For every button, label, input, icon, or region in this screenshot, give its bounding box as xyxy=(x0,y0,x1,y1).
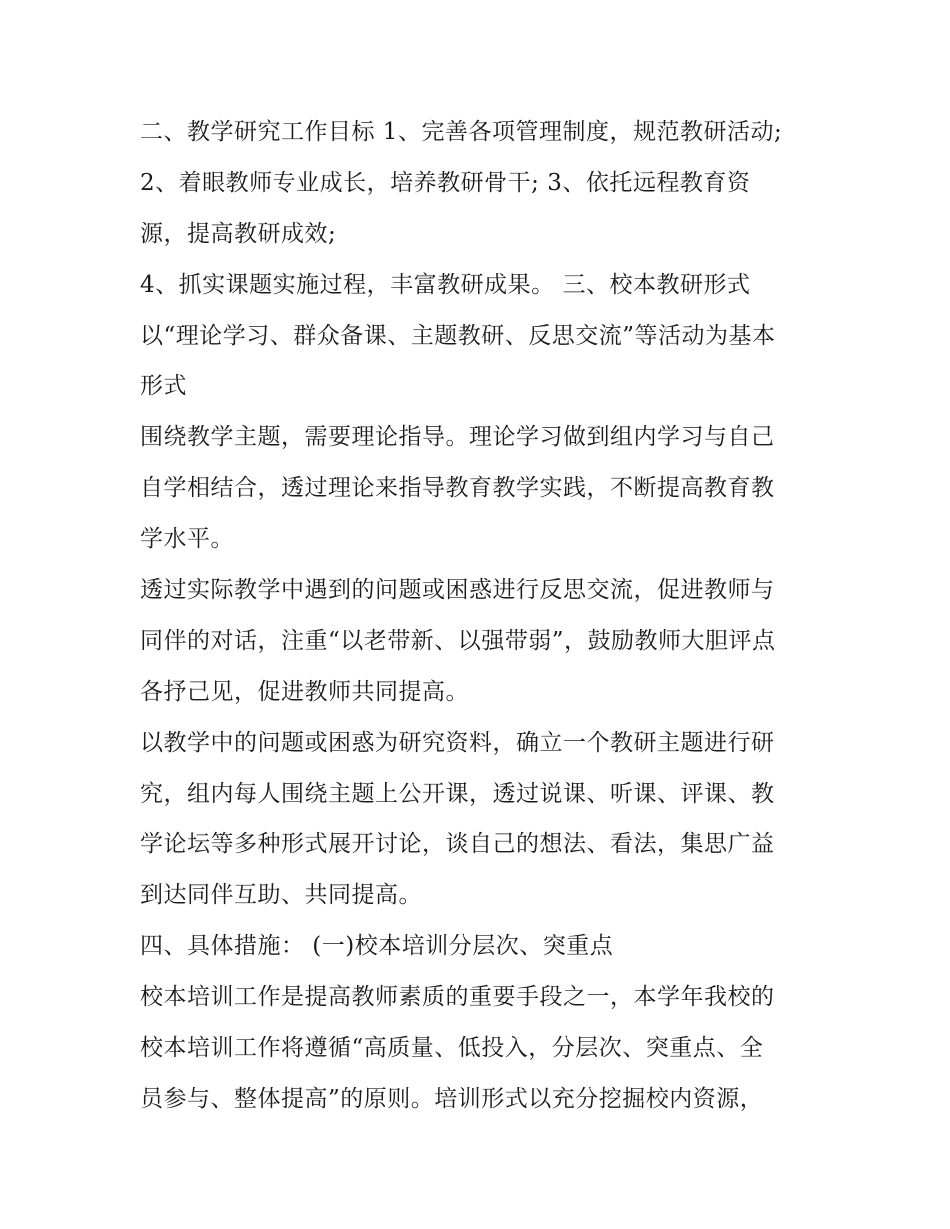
text-line: 员参与、整体提高”的原则。培训形式以充分挖掘校内资源， xyxy=(140,1085,764,1112)
text-line: 究，组内每人围绕主题上公开课，透过说课、听课、评课、教 xyxy=(140,780,775,807)
text-line: 二、教学研究工作目标 1、完善各项管理制度，规范教研活动; xyxy=(140,119,783,145)
text-line: 学水平。 xyxy=(140,526,234,553)
text-line: 源，提高教研成效; xyxy=(140,220,337,247)
text-line: 四、具体措施： (一)校本培训分层次、突重点 xyxy=(140,933,614,960)
text-line: 校本培训工作将遵循“高质量、低投入，分层次、突重点、全 xyxy=(140,1035,764,1062)
document-body xyxy=(140,107,820,1125)
text-line: 形式 xyxy=(140,373,187,400)
text-line: 自学相结合，透过理论来指导教育教学实践，不断提高教育教 xyxy=(140,475,775,502)
text-line: 以教学中的问题或困惑为研究资料，确立一个教研主题进行研 xyxy=(140,729,775,756)
text-line: 透过实际教学中遇到的问题或困惑进行反思交流，促进教师与 xyxy=(140,577,775,604)
text-line: 校本培训工作是提高教师素质的重要手段之一，本学年我校的 xyxy=(140,984,775,1011)
text-line: 到达同伴互助、共同提高。 xyxy=(140,882,422,909)
text-line: 同伴的对话，注重“以老带新、以强带弱”，鼓励教师大胆评点 xyxy=(140,627,776,654)
text-line: 各抒己见，促进教师共同提高。 xyxy=(140,678,469,705)
text-line: 2、着眼教师专业成长，培养教研骨干; 3、依托远程教育资 xyxy=(140,169,751,196)
text-line: 4、抓实课题实施过程，丰富教研成果。 三、校本教研形式 xyxy=(140,271,751,298)
text-line: 围绕教学主题，需要理论指导。理论学习做到组内学习与自己 xyxy=(140,424,775,451)
text-line: 以“理论学习、群众备课、主题教研、反思交流”等活动为基本 xyxy=(140,322,776,349)
text-line: 学论坛等多种形式展开讨论，谈自己的想法、看法，集思广益 xyxy=(140,831,775,858)
